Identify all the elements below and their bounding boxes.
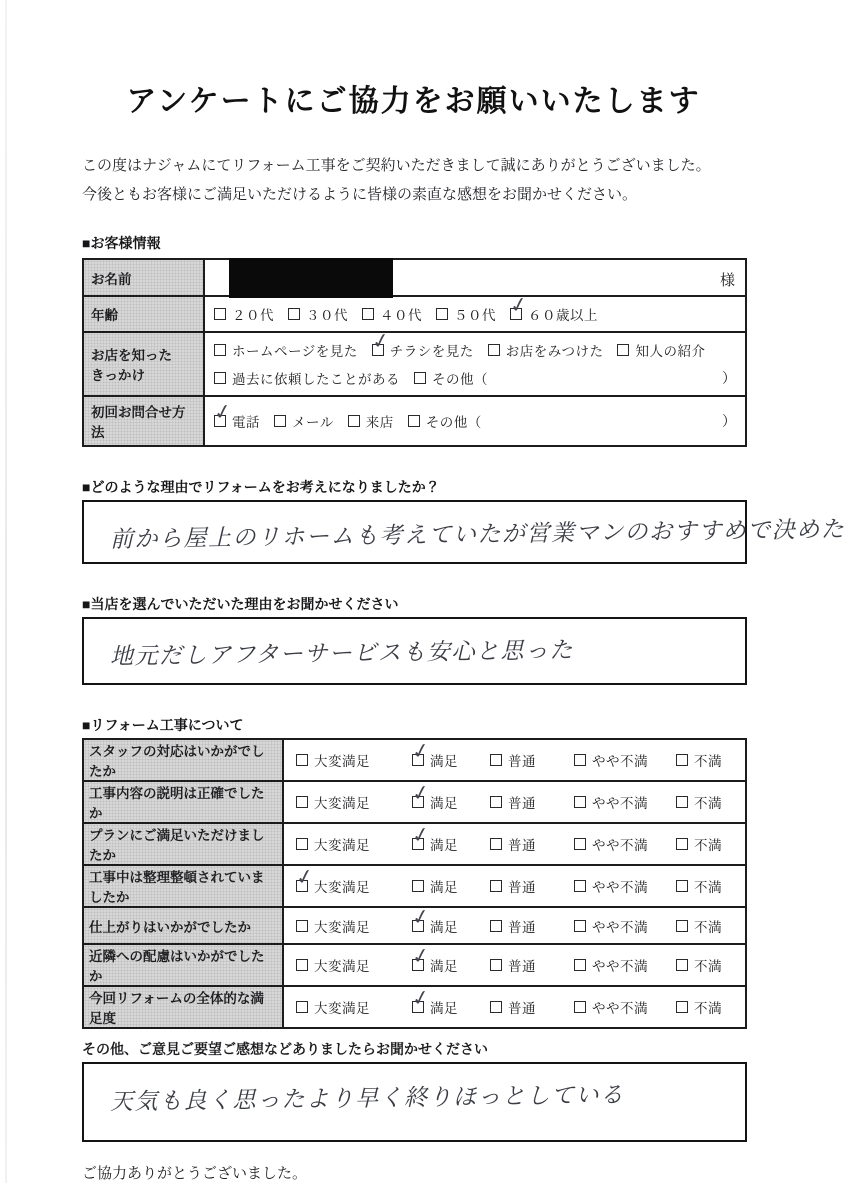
choice-answer-box [82,617,747,685]
checkbox-option [294,864,398,896]
checkbox-option [574,997,662,1017]
option-label: 普通 [508,919,536,935]
checkbox [296,920,308,932]
checkbox [490,920,502,932]
option-label: 普通 [508,880,536,895]
checkbox [574,880,586,892]
customer-info-section-title: ■お客様情報 [82,235,161,251]
option-label: ２０代 [232,308,274,323]
rating-row [83,865,746,907]
checkbox-option [296,955,398,975]
age-row-options [204,292,746,332]
checkbox-option [676,834,722,854]
handwritten-checkmark-icon: ✓ [410,904,432,930]
rating-row [83,944,746,986]
checkbox-checked [212,399,234,427]
option-label: 満足 [430,754,458,769]
option-label: 大変満足 [314,919,370,935]
checkbox [214,372,226,384]
question-other-title: その他、ご意見ご要望ご感想などありましたらお聞かせください [82,1041,488,1057]
rating-row-label: スタッフの対応はいかがでしたか [83,739,283,781]
checkbox-option [574,916,662,936]
checkbox-option [410,985,476,1017]
customer-info-table [82,258,747,447]
option-label: 大変満足 [314,959,370,974]
checkbox [574,754,586,766]
contact-row-options [204,396,746,446]
handwritten-checkmark-icon: ✓ [410,943,432,970]
source-row-label: お店を知った きっかけ [83,332,204,396]
checkbox-option [414,368,488,388]
option-label: やや不満 [592,796,648,811]
checkbox-option [490,792,560,812]
option-label: 大変満足 [314,796,370,811]
option-label: 不満 [694,796,722,811]
option-label: 普通 [508,1001,536,1016]
option-label: チラシを見た [389,344,474,359]
checkbox [214,344,226,356]
contact-row-label: 初回お問合せ方法 [83,396,204,446]
rating-row-options [283,904,746,944]
checkbox [408,415,420,427]
option-label: 満足 [430,796,458,811]
checkbox-option [676,997,722,1017]
handwritten-checkmark-icon: ✓ [410,822,432,849]
handwritten-checkmark-icon: ✓ [508,292,530,319]
checkbox-option [676,916,722,936]
checkbox-option [296,916,398,936]
option-label: 大変満足 [314,838,370,853]
checkbox-checked [369,328,392,356]
checkbox [676,959,688,971]
checkbox-option [574,876,662,896]
option-label: 電話 [232,415,260,430]
rating-row-label: 今回リフォームの全体的な満足度 [83,986,283,1028]
option-label: ５０代 [454,308,496,323]
option-label: やや不満 [592,1001,648,1016]
checkbox [676,920,688,932]
checkbox-option [490,876,560,896]
intro-text [82,152,745,209]
checkbox [296,796,308,808]
option-label: 不満 [694,754,722,769]
option-label: 普通 [508,754,536,769]
intro-line-1: この度はナジャムにてリフォーム工事をご契約いただきまして誠にありがとうございました。 [82,157,711,174]
rating-row-options [283,781,746,823]
handwritten-checkmark-icon: ✓ [410,780,432,807]
option-label: 満足 [430,919,458,935]
option-label: 普通 [508,838,536,853]
checkbox-option [490,997,560,1017]
option-label: 来店 [365,415,394,430]
option-label: ４０代 [380,308,422,323]
option-label: その他（ [425,415,482,430]
checkbox-option [296,792,398,812]
checkbox [490,959,502,971]
checkbox-checked [508,292,530,320]
checkbox [296,754,308,766]
checkbox [490,880,502,892]
checkbox-option [212,399,260,431]
source-row-options [204,328,746,396]
checkbox [490,796,502,808]
option-label: 知人の紹介 [635,344,706,359]
rating-row [83,739,746,781]
option-label: ３０代 [306,308,348,323]
option-label: 普通 [508,959,536,974]
intro-line-2: 今後ともお客様にご満足いただけるように皆様の素直な感想をお聞かせください。 [82,185,638,203]
checkbox-option [214,368,400,388]
checkbox-option [410,943,476,975]
honorific-label: 様 [719,272,735,289]
option-label: やや不満 [592,880,648,895]
option-label: 不満 [694,1001,722,1016]
checkbox-checked [410,904,432,932]
checkbox [490,838,502,850]
checkbox-option [436,304,496,324]
option-label: 過去に依頼したことがある [232,372,400,387]
checkbox-option [574,834,662,854]
handwritten-checkmark-icon: ✓ [410,985,432,1012]
checkbox [617,344,629,356]
redacted-name-box [229,258,393,298]
checkbox-option [288,304,348,324]
ratings-section-title: ■リフォーム工事について [82,717,244,733]
option-label: やや不満 [592,959,648,974]
question-choice-title: ■当店を選んでいただいた理由をお聞かせください [82,596,399,612]
checkbox [488,344,500,356]
checkbox-option [574,792,662,812]
paren-close: ） [722,413,736,429]
checkbox [296,959,308,971]
checkbox [362,308,374,320]
handwritten-choice-answer: 地元だしアフターサービスも安心と思った [109,636,575,669]
checkbox [288,308,300,320]
checkbox [436,308,448,320]
rating-row [83,781,746,823]
checkbox-option [296,834,398,854]
checkbox-option [676,792,722,812]
checkbox [274,415,286,427]
checkbox-option [369,328,474,360]
option-label: やや不満 [592,838,648,853]
rating-row-label: プランにご満足いただけましたか [83,823,283,865]
checkbox-option [617,340,705,360]
ratings-table [82,738,747,1029]
checkbox-option [410,780,476,812]
checkbox-option [362,304,422,324]
option-label: やや不満 [592,919,648,935]
age-row [83,296,746,332]
checkbox-option [490,750,560,770]
handwritten-other-answer: 天気も良く思ったより早く終りほっとしている [109,1081,625,1115]
handwritten-checkmark-icon: ✓ [369,328,392,355]
question-reason-title: ■どのような理由でリフォームをお考えになりましたか？ [82,479,440,495]
option-label: ６０歳以上 [528,308,598,323]
paren-close: ） [722,370,736,386]
checkbox-option [574,750,662,770]
checkbox-option [508,292,598,324]
reason-answer-box [82,500,845,564]
checkbox-checked [410,943,432,971]
checkbox [490,754,502,766]
name-row-value [204,259,746,296]
checkbox-option [214,304,274,324]
checkbox-option [274,411,334,431]
rating-row [83,823,746,865]
checkbox-option [410,738,476,770]
handwritten-checkmark-icon: ✓ [294,864,316,891]
checkbox-option [488,340,604,360]
checkbox-option [490,916,560,936]
page-title: アンケートにご協力をお願いいたします [126,85,701,118]
checkbox-checked [294,864,316,892]
option-label: 大変満足 [314,880,370,895]
checkbox [348,415,360,427]
handwritten-checkmark-icon: ✓ [410,738,432,765]
option-label: 満足 [430,838,458,853]
checkbox-option [296,750,398,770]
option-label: 不満 [694,880,722,895]
option-label: 満足 [430,1001,458,1016]
checkbox [574,838,586,850]
rating-row [83,907,746,944]
checkbox [296,1001,308,1013]
rating-row-options [283,823,746,865]
option-label: 不満 [694,838,722,853]
checkbox-checked [410,985,432,1013]
checkbox-checked [410,780,432,808]
option-label: メール [292,415,334,430]
checkbox [676,754,688,766]
handwritten-reason-answer: 前から屋上のリホームも考えていたが営業マンのおすすめで決めた [109,515,845,552]
name-row-label: お名前 [83,259,204,296]
option-label: 不満 [694,959,722,974]
option-label: 満足 [430,959,458,974]
option-label: 普通 [508,796,536,811]
rating-row-options [283,739,746,781]
rating-row-options [283,944,746,986]
checkbox-option [348,411,394,431]
checkbox [414,372,426,384]
checkbox [676,880,688,892]
rating-row-options [283,986,746,1028]
checkbox-option [412,876,476,896]
checkbox-option [676,955,722,975]
option-label: ホームページを見た [232,344,358,359]
checkbox-option [490,955,560,975]
checkbox-option [676,876,722,896]
checkbox [574,1001,586,1013]
checkbox [676,1001,688,1013]
checkbox [574,920,586,932]
checkbox-checked [410,738,432,766]
source-row [83,332,746,396]
checkbox-option [214,340,358,360]
checkbox-option [410,904,476,936]
checkbox-option [296,997,398,1017]
checkbox-checked [410,822,432,850]
checkbox-option [574,955,662,975]
option-label: 満足 [430,880,458,895]
name-row [83,259,746,296]
option-label: 不満 [694,919,722,935]
rating-row [83,986,746,1028]
checkbox-option [490,834,560,854]
checkbox-option [676,750,722,770]
option-label: その他（ [432,372,488,387]
checkbox [574,959,586,971]
checkbox [676,796,688,808]
checkbox [490,1001,502,1013]
option-label: 大変満足 [314,1001,370,1016]
rating-row-label: 工事中は整理整頓されていましたか [83,865,283,907]
rating-row-label: 近隣への配慮はいかがでしたか [83,944,283,986]
checkbox [676,838,688,850]
checkbox [412,880,424,892]
age-row-label: 年齢 [83,296,204,332]
checkbox [574,796,586,808]
closing-text: ご協力ありがとうございました。 [82,1165,308,1182]
rating-row-label: 工事内容の説明は正確でしたか [83,781,283,823]
checkbox [296,838,308,850]
rating-row-options [283,865,746,907]
option-label: お店をみつけた [505,344,604,359]
checkbox-option [410,822,476,854]
checkbox-option [408,411,482,431]
contact-row [83,396,746,446]
checkbox [214,308,226,320]
option-label: やや不満 [592,754,648,769]
rating-row-label: 仕上がりはいかがでしたか [83,907,283,944]
other-answer-box [82,1062,747,1142]
handwritten-checkmark-icon: ✓ [212,399,234,426]
option-label: 大変満足 [314,754,370,769]
